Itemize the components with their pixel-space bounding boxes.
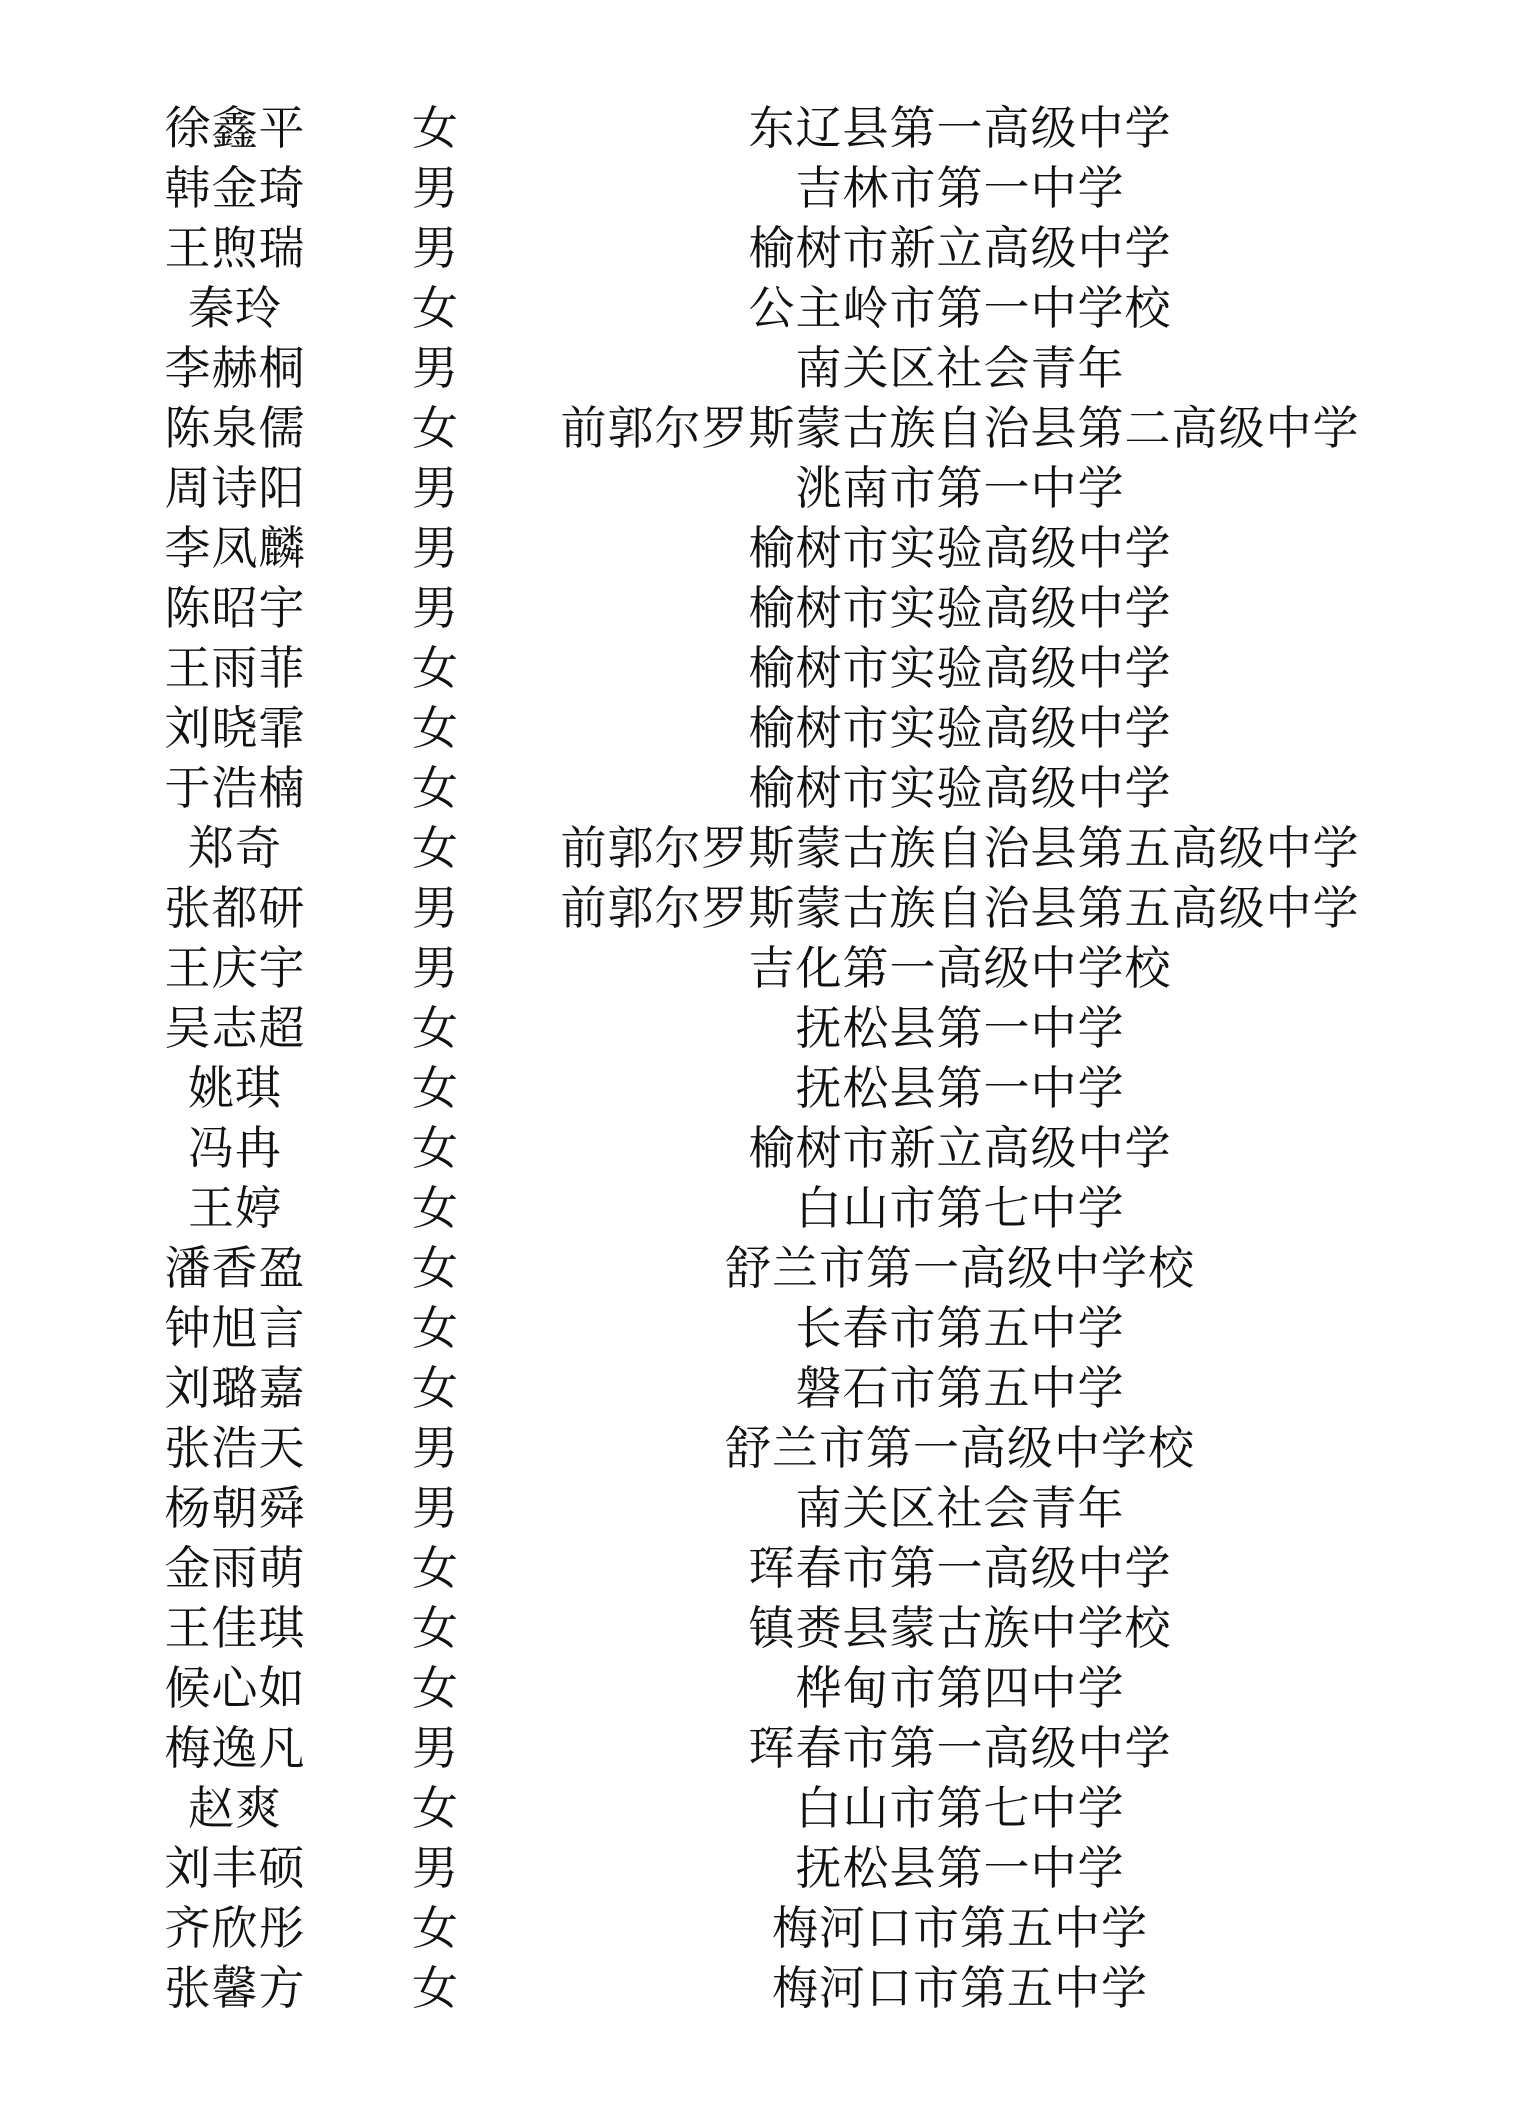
student-school: 前郭尔罗斯蒙古族自治县第二高级中学 — [560, 401, 1360, 455]
roster-row — [120, 1178, 1420, 1238]
student-name: 郑奇 — [188, 821, 282, 875]
student-gender: 男 — [412, 581, 458, 635]
roster-row — [120, 278, 1420, 338]
student-school: 珲春市第一高级中学 — [748, 1541, 1172, 1595]
roster-row — [120, 338, 1420, 398]
student-gender: 女 — [412, 1661, 458, 1715]
student-name: 张都研 — [164, 881, 306, 935]
student-gender: 女 — [412, 1781, 458, 1835]
student-school: 榆树市新立高级中学 — [748, 1121, 1172, 1175]
student-school: 前郭尔罗斯蒙古族自治县第五高级中学 — [560, 821, 1360, 875]
student-name: 潘香盈 — [164, 1241, 306, 1295]
roster-row — [120, 98, 1420, 158]
student-gender: 男 — [412, 941, 458, 995]
student-school: 榆树市实验高级中学 — [748, 641, 1172, 695]
student-name: 姚琪 — [188, 1061, 282, 1115]
roster-row — [120, 938, 1420, 998]
student-school: 南关区社会青年 — [795, 1481, 1125, 1535]
roster-row — [120, 1718, 1420, 1778]
student-name: 王婷 — [188, 1181, 282, 1235]
student-name: 冯冉 — [188, 1121, 282, 1175]
student-name: 王雨菲 — [164, 641, 306, 695]
roster-row — [120, 1598, 1420, 1658]
student-gender: 男 — [412, 461, 458, 515]
student-school: 舒兰市第一高级中学校 — [725, 1241, 1195, 1295]
student-school: 抚松县第一中学 — [795, 1001, 1125, 1055]
student-name: 张馨方 — [164, 1961, 306, 2015]
student-school: 抚松县第一中学 — [795, 1841, 1125, 1895]
student-gender: 女 — [412, 1181, 458, 1235]
student-gender: 女 — [412, 1601, 458, 1655]
student-school: 长春市第五中学 — [795, 1301, 1125, 1355]
student-name: 钟旭言 — [164, 1301, 306, 1355]
student-gender: 女 — [412, 1361, 458, 1415]
student-school: 桦甸市第四中学 — [795, 1661, 1125, 1715]
student-school: 榆树市实验高级中学 — [748, 581, 1172, 635]
student-name: 徐鑫平 — [164, 101, 306, 155]
student-gender: 女 — [412, 1061, 458, 1115]
student-school: 前郭尔罗斯蒙古族自治县第五高级中学 — [560, 881, 1360, 935]
student-school: 舒兰市第一高级中学校 — [725, 1421, 1195, 1475]
student-gender: 女 — [412, 1301, 458, 1355]
student-school: 磐石市第五中学 — [795, 1361, 1125, 1415]
student-school: 抚松县第一中学 — [795, 1061, 1125, 1115]
roster-row — [120, 158, 1420, 218]
student-name: 陈昭宇 — [164, 581, 306, 635]
roster-row — [120, 638, 1420, 698]
roster-row — [120, 578, 1420, 638]
roster-row — [120, 758, 1420, 818]
student-school: 榆树市实验高级中学 — [748, 761, 1172, 815]
student-school: 榆树市新立高级中学 — [748, 221, 1172, 275]
student-name: 王煦瑞 — [164, 221, 306, 275]
student-name: 李赫桐 — [164, 341, 306, 395]
student-school: 梅河口市第五中学 — [772, 1961, 1148, 2015]
student-gender: 女 — [412, 1541, 458, 1595]
student-school: 榆树市实验高级中学 — [748, 521, 1172, 575]
student-gender: 女 — [412, 761, 458, 815]
student-school: 东辽县第一高级中学 — [748, 101, 1172, 155]
roster-row — [120, 1298, 1420, 1358]
student-school: 榆树市实验高级中学 — [748, 701, 1172, 755]
student-name: 于浩楠 — [164, 761, 306, 815]
roster-row — [120, 1238, 1420, 1298]
student-name: 刘晓霏 — [164, 701, 306, 755]
roster-row — [120, 1358, 1420, 1418]
student-name: 齐欣彤 — [164, 1901, 306, 1955]
student-school: 吉化第一高级中学校 — [748, 941, 1172, 995]
student-name: 候心如 — [164, 1661, 306, 1715]
student-school: 梅河口市第五中学 — [772, 1901, 1148, 1955]
student-gender: 女 — [412, 101, 458, 155]
student-gender: 女 — [412, 1001, 458, 1055]
student-gender: 女 — [412, 641, 458, 695]
student-school: 白山市第七中学 — [795, 1781, 1125, 1835]
student-name: 刘璐嘉 — [164, 1361, 306, 1415]
student-name: 梅逸凡 — [164, 1721, 306, 1775]
roster-row — [120, 1058, 1420, 1118]
roster-row — [120, 1958, 1420, 2018]
student-name: 刘丰硕 — [164, 1841, 306, 1895]
student-name: 杨朝舜 — [164, 1481, 306, 1535]
student-gender: 男 — [412, 1421, 458, 1475]
roster-row — [120, 1538, 1420, 1598]
student-gender: 女 — [412, 1121, 458, 1175]
student-gender: 女 — [412, 401, 458, 455]
roster-row — [120, 698, 1420, 758]
roster-row — [120, 998, 1420, 1058]
student-gender: 女 — [412, 1241, 458, 1295]
student-name: 韩金琦 — [164, 161, 306, 215]
roster-row — [120, 1118, 1420, 1178]
roster-row — [120, 1778, 1420, 1838]
roster-row — [120, 1838, 1420, 1898]
roster-row — [120, 398, 1420, 458]
roster-row — [120, 818, 1420, 878]
roster-row — [120, 1418, 1420, 1478]
student-gender: 男 — [412, 1721, 458, 1775]
student-gender: 女 — [412, 701, 458, 755]
student-name: 李凤麟 — [164, 521, 306, 575]
student-name: 吴志超 — [164, 1001, 306, 1055]
student-gender: 女 — [412, 821, 458, 875]
student-school: 南关区社会青年 — [795, 341, 1125, 395]
student-name: 赵爽 — [188, 1781, 282, 1835]
student-name: 周诗阳 — [164, 461, 306, 515]
roster-row — [120, 458, 1420, 518]
student-gender: 男 — [412, 521, 458, 575]
student-name: 秦玲 — [188, 281, 282, 335]
student-gender: 男 — [412, 1481, 458, 1535]
student-school: 镇赉县蒙古族中学校 — [748, 1601, 1172, 1655]
roster-row — [120, 878, 1420, 938]
student-school: 洮南市第一中学 — [795, 461, 1125, 515]
student-gender: 男 — [412, 881, 458, 935]
roster-row — [120, 518, 1420, 578]
student-name: 王庆宇 — [164, 941, 306, 995]
student-gender: 女 — [412, 281, 458, 335]
student-school: 珲春市第一高级中学 — [748, 1721, 1172, 1775]
roster-row — [120, 1898, 1420, 1958]
student-name: 王佳琪 — [164, 1601, 306, 1655]
student-gender: 男 — [412, 161, 458, 215]
student-school: 吉林市第一中学 — [795, 161, 1125, 215]
roster-row — [120, 1658, 1420, 1718]
student-gender: 男 — [412, 221, 458, 275]
student-roster — [120, 98, 1420, 2018]
student-school: 公主岭市第一中学校 — [748, 281, 1172, 335]
student-name: 张浩天 — [164, 1421, 306, 1475]
student-gender: 男 — [412, 1841, 458, 1895]
student-gender: 女 — [412, 1901, 458, 1955]
roster-row — [120, 218, 1420, 278]
student-school: 白山市第七中学 — [795, 1181, 1125, 1235]
student-gender: 男 — [412, 341, 458, 395]
student-gender: 女 — [412, 1961, 458, 2015]
student-name: 金雨萌 — [164, 1541, 306, 1595]
student-name: 陈泉儒 — [164, 401, 306, 455]
roster-row — [120, 1478, 1420, 1538]
